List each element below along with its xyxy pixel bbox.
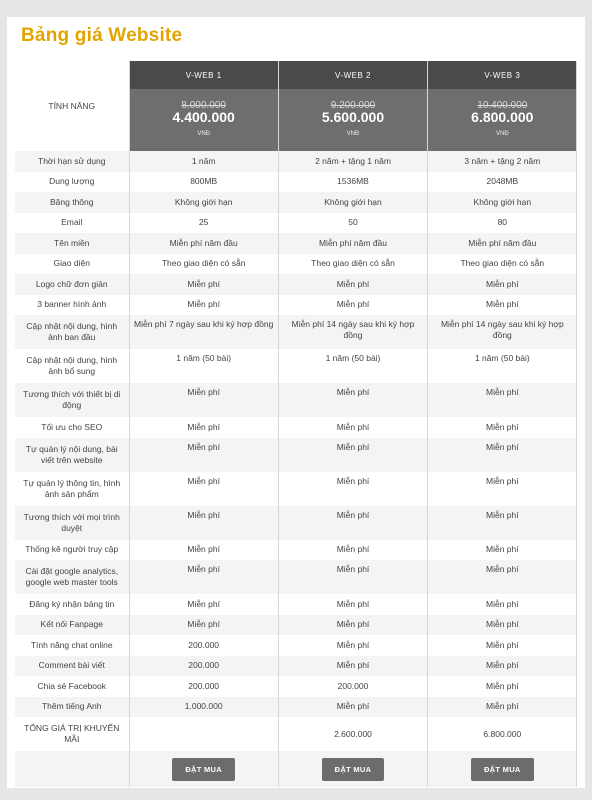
feature-label: Tương thích với mọi trình duyệt [15, 506, 129, 540]
feature-value: Miễn phí [129, 274, 278, 295]
feature-label: Tên miền [15, 233, 129, 254]
feature-value: Miễn phí [278, 697, 427, 718]
feature-value: Miễn phí năm đầu [129, 233, 278, 254]
feature-value: 1 năm (50 bài) [428, 349, 577, 383]
total-row [15, 717, 577, 751]
feature-label: Đăng ký nhận bảng tin [15, 594, 129, 615]
feature-value: 3 năm + tặng 2 năm [428, 151, 577, 172]
feature-value: Miễn phí [129, 594, 278, 615]
feature-label: Email [15, 213, 129, 234]
feature-value: Miễn phí [278, 383, 427, 417]
feature-value: Miễn phí [428, 383, 577, 417]
feature-value: Theo giao diện có sẵn [428, 254, 577, 275]
total-value: 2.600.000 [278, 717, 427, 751]
feature-row [15, 506, 577, 540]
feature-value: 2 năm + tặng 1 năm [278, 151, 427, 172]
feature-value: Miễn phí [428, 417, 577, 438]
new-price: 5.600.000 [321, 109, 385, 125]
feature-value: Không giới hạn [278, 192, 427, 213]
feature-value: Miễn phí [278, 540, 427, 561]
feature-value: Miễn phí [428, 594, 577, 615]
pricing-table [15, 61, 577, 787]
feature-value: Miễn phí [278, 274, 427, 295]
feature-label: Cập nhật nội dung, hình ảnh bổ sung [15, 349, 129, 383]
feature-value: 800MB [129, 172, 278, 193]
plan-name: V-WEB 2 [278, 61, 427, 89]
feature-label: Giao diện [15, 254, 129, 275]
feature-row [15, 676, 577, 697]
feature-row [15, 594, 577, 615]
feature-value: Miễn phí [428, 506, 577, 540]
pricing-card [7, 17, 585, 788]
feature-row [15, 383, 577, 417]
feature-row [15, 315, 577, 349]
feature-label: Kết nối Fanpage [15, 615, 129, 636]
feature-value: 25 [129, 213, 278, 234]
feature-label: Tương thích với thiết bị di động [15, 383, 129, 417]
plan-price-cell [129, 89, 278, 151]
feature-value: Miễn phí [278, 417, 427, 438]
buy-button[interactable]: ĐẶT MUA [172, 758, 235, 781]
feature-value: Miễn phí [129, 417, 278, 438]
feature-value: Miễn phí [278, 615, 427, 636]
feature-value: Không giới hạn [428, 192, 577, 213]
feature-value: Theo giao diện có sẵn [278, 254, 427, 275]
feature-row [15, 233, 577, 254]
plan-price-cell [428, 89, 577, 151]
feature-value: Miễn phí [278, 594, 427, 615]
feature-value: Miễn phí [428, 615, 577, 636]
feature-row [15, 192, 577, 213]
feature-row [15, 254, 577, 275]
plan-name: V-WEB 3 [428, 61, 577, 89]
feature-row [15, 656, 577, 677]
page-title: Bảng giá Website [21, 25, 183, 46]
buy-row [15, 751, 577, 787]
total-value: 6.800.000 [428, 717, 577, 751]
feature-label: Thời hạn sử dụng [15, 151, 129, 172]
feature-value: 1 năm (50 bài) [129, 349, 278, 383]
old-price: 9.200.000 [330, 100, 376, 111]
feature-row [15, 417, 577, 438]
feature-value: Miễn phí [428, 676, 577, 697]
feature-value: Miễn phí [428, 656, 577, 677]
feature-label: Cập nhật nội dung, hình ảnh ban đầu [15, 315, 129, 349]
feature-label: Băng thông [15, 192, 129, 213]
feature-value: Miễn phí [129, 472, 278, 506]
feature-value: 200.000 [129, 635, 278, 656]
feature-rows [15, 151, 577, 787]
currency-label: VNĐ [495, 131, 509, 137]
feature-label: Tối ưu cho SEO [15, 417, 129, 438]
feature-value: Miễn phí 14 ngày sau khi ký hợp đồng [428, 315, 577, 349]
feature-value: Miễn phí [278, 295, 427, 316]
total-value [129, 717, 278, 751]
feature-value: Miễn phí 14 ngày sau khi ký hợp đồng [278, 315, 427, 349]
currency-label: VNĐ [346, 131, 360, 137]
feature-row [15, 274, 577, 295]
feature-value: 200.000 [129, 656, 278, 677]
feature-label: Tự quản lý nội dung, bài viết trên website [15, 438, 129, 472]
feature-value: Miễn phí [278, 656, 427, 677]
feature-label: Dung lượng [15, 172, 129, 193]
feature-row [15, 349, 577, 383]
feature-value: Miễn phí [428, 635, 577, 656]
buy-button[interactable]: ĐẶT MUA [471, 758, 534, 781]
feature-value: Miễn phí [428, 697, 577, 718]
feature-label: Logo chữ đơn giản [15, 274, 129, 295]
feature-label: Tính năng chat online [15, 635, 129, 656]
feature-value: Miễn phí [428, 560, 577, 594]
feature-label: Thêm tiếng Anh [15, 697, 129, 718]
old-price: 10.400.000 [477, 100, 528, 111]
new-price: 6.800.000 [471, 109, 534, 125]
feature-row [15, 213, 577, 234]
feature-value: Miễn phí [129, 383, 278, 417]
feature-value: Miễn phí năm đầu [428, 233, 577, 254]
feature-value: Không giới hạn [129, 192, 278, 213]
currency-label: VNĐ [197, 131, 210, 137]
feature-value: Miễn phí [278, 635, 427, 656]
feature-value: Miễn phí [129, 295, 278, 316]
feature-value: Miễn phí [428, 295, 577, 316]
feature-value: 200.000 [129, 676, 278, 697]
feature-row [15, 151, 577, 172]
feature-value: 1 năm [129, 151, 278, 172]
feature-value: Miễn phí [129, 560, 278, 594]
feature-row [15, 615, 577, 636]
feature-value: Miễn phí [278, 472, 427, 506]
buy-button[interactable]: ĐẶT MUA [322, 758, 385, 781]
feature-value: 50 [278, 213, 427, 234]
feature-value: Miễn phí [278, 506, 427, 540]
feature-row [15, 295, 577, 316]
feature-value: Miễn phí [278, 438, 427, 472]
feature-label: Chia sẻ Facebook [15, 676, 129, 697]
feature-value: 2048MB [428, 172, 577, 193]
feature-value: Miễn phí năm đầu [278, 233, 427, 254]
feature-row [15, 560, 577, 594]
feature-value: 1.000.000 [129, 697, 278, 718]
old-price: 8.000.000 [181, 100, 226, 111]
feature-value: Miễn phí [428, 438, 577, 472]
feature-value: Miễn phí [428, 274, 577, 295]
feature-value: Miễn phí [129, 506, 278, 540]
feature-value: 1536MB [278, 172, 427, 193]
buy-row-spacer [15, 751, 129, 787]
feature-row [15, 697, 577, 718]
feature-value: 1 năm (50 bài) [278, 349, 427, 383]
feature-value: Miễn phí [129, 615, 278, 636]
feature-row [15, 172, 577, 193]
feature-value: Miễn phí [278, 560, 427, 594]
feature-row [15, 472, 577, 506]
feature-value: Miễn phí [428, 540, 577, 561]
new-price: 4.400.000 [172, 109, 235, 125]
feature-value: Miễn phí [428, 472, 577, 506]
total-label: TỔNG GIÁ TRỊ KHUYẾN MÃI [15, 717, 129, 751]
feature-label: Tự quản lý thông tin, hình ảnh sản phẩm [15, 472, 129, 506]
plan-price-cell [278, 89, 427, 151]
feature-label: Cài đặt google analytics, google web master tools [15, 560, 129, 594]
feature-heading: TÍNH NĂNG [15, 61, 129, 151]
feature-value: Miễn phí [129, 540, 278, 561]
feature-value: Theo giao diện có sẵn [129, 254, 278, 275]
feature-value: Miễn phí [129, 438, 278, 472]
feature-row [15, 540, 577, 561]
feature-value: 80 [428, 213, 577, 234]
feature-row [15, 438, 577, 472]
feature-value: 200.000 [278, 676, 427, 697]
feature-label: Thống kê người truy cập [15, 540, 129, 561]
feature-label: 3 banner hình ảnh [15, 295, 129, 316]
feature-value: Miễn phí 7 ngày sau khi ký hợp đồng [129, 315, 278, 349]
feature-row [15, 635, 577, 656]
feature-label: Comment bài viết [15, 656, 129, 677]
plan-name: V-WEB 1 [129, 61, 278, 89]
